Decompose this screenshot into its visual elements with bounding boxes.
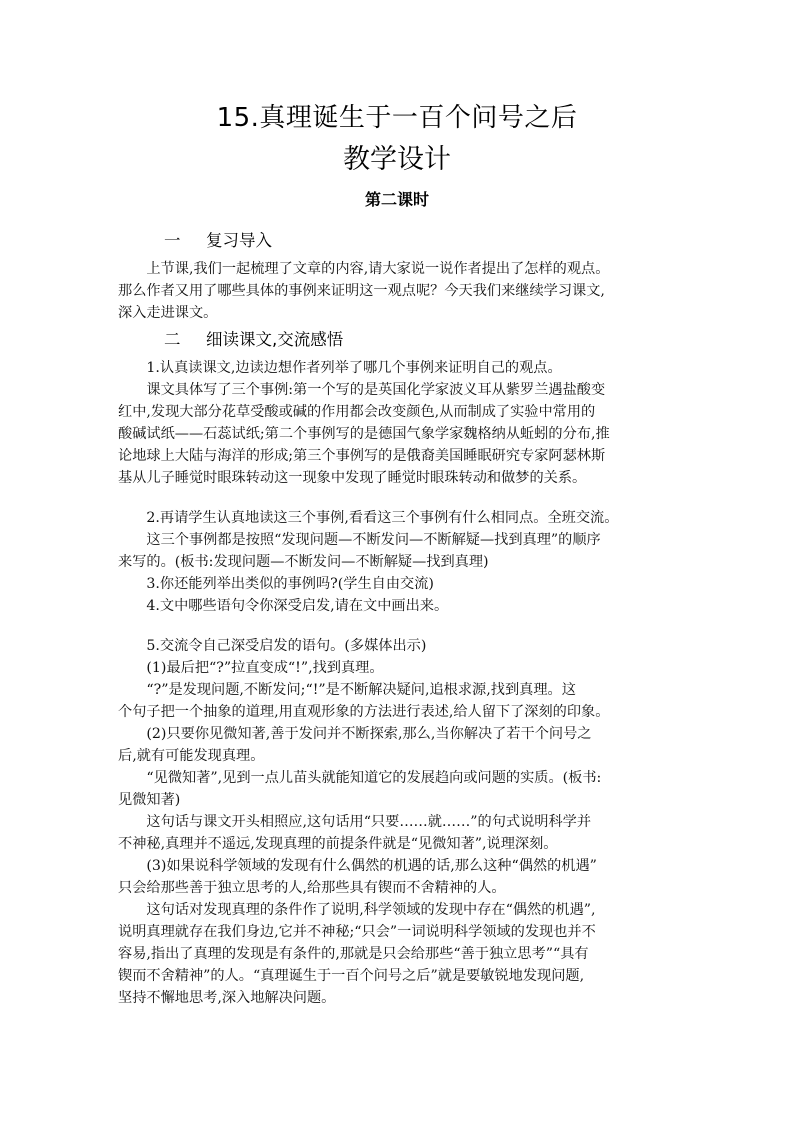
section-title: 复习导入	[206, 231, 272, 250]
paragraph-line: 说明真理就存在我们身边,它并不神秘;“只会”一词说明科学领域的发现也并不	[118, 924, 596, 940]
paragraph-line: 这三个事例都是按照“发现问题—不断发问—不断解疑—找到真理”的顺序	[118, 532, 601, 548]
document-subtitle: 教学设计	[343, 144, 451, 175]
paragraph-line: 1.认真读课文,边读边想作者列举了哪几个事例来证明自己的观点。	[118, 360, 562, 376]
paragraph-line: 见微知著)	[118, 792, 181, 808]
section-heading-2	[164, 329, 343, 351]
paragraph-line: 上节课,我们一起梳理了文章的内容,请大家说一说作者提出了怎样的观点。	[118, 261, 610, 277]
lesson-period: 第二课时	[364, 190, 429, 209]
paragraph-line: 这句话对发现真理的条件作了说明,科学领域的发现中存在“偶然的机遇”,	[118, 902, 596, 918]
section-heading-1	[164, 230, 272, 252]
paragraph-line: “见微知著”,见到一点儿苗头就能知道它的发展趋向或问题的实质。(板书:	[118, 770, 602, 786]
paragraph-line: 3.你还能列举出类似的事例吗?(学生自由交流)	[118, 576, 434, 592]
paragraph-line: 4.文中哪些语句令你深受启发,请在文中画出来。	[118, 598, 449, 614]
paragraph-line: 后,就有可能发现真理。	[118, 748, 265, 764]
paragraph-line: 容易,指出了真理的发现是有条件的,那就是只会给那些“善于独立思考”“具有	[118, 946, 589, 962]
paragraph-line: 只会给那些善于独立思考的人,给那些具有锲而不舍精神的人。	[118, 880, 506, 896]
paragraph-line: “?”是发现问题,不断发问;“!”是不断解决疑问,追根求源,找到真理。这	[118, 682, 576, 698]
paragraph-line: 个句子把一个抽象的道理,用直观形象的方法进行表述,给人留下了深刻的印象。	[118, 704, 610, 720]
paragraph-line: (1)最后把“?”拉直变成“!”,找到真理。	[118, 660, 384, 676]
paragraph-line: (3)如果说科学领域的发现有什么偶然的机遇的话,那么这种“偶然的机遇”	[118, 858, 597, 874]
paragraph-line: 坚持不懈地思考,深入地解决问题。	[118, 990, 336, 1006]
paragraph-line: 锲而不舍精神”的人。“真理诞生于一百个问号之后”就是要敏锐地发现问题,	[118, 968, 585, 984]
paragraph-line: 课文具体写了三个事例:第一个写的是英国化学家波义耳从紫罗兰遇盐酸变	[118, 382, 606, 398]
paragraph-line: 基从儿子睡觉时眼珠转动这一现象中发现了睡觉时眼珠转动和做梦的关系。	[118, 470, 587, 486]
paragraph-line: 红中,发现大部分花草受酸或碱的作用都会改变颜色,从而制成了实验中常用的	[118, 404, 596, 420]
paragraph-line: 来写的。(板书:发现问题—不断发问—不断解疑—找到真理)	[118, 554, 489, 570]
document-title: 15.真理诞生于一百个问号之后	[216, 103, 578, 133]
paragraph-line: 2.再请学生认真地读这三个事例,看看这三个事例有什么相同点。全班交流。	[118, 510, 619, 526]
paragraph-line: 这句话与课文开头相照应,这句话用“只要……就……”的句式说明科学并	[118, 814, 592, 830]
paragraph-line: 酸碱试纸——石蕊试纸;第二个事例写的是德国气象学家魏格纳从蚯蚓的分布,推	[118, 426, 610, 442]
section-number: 一	[164, 231, 181, 250]
paragraph-line: 不神秘,真理并不遥远,发现真理的前提条件就是“见微知著”,说理深刻。	[118, 836, 558, 852]
paragraph-line: (2)只要你见微知著,善于发问并不断探索,那么,当你解决了若干个问号之	[118, 726, 592, 742]
paragraph-line: 5.交流令自己深受启发的语句。(多媒体出示)	[118, 638, 427, 654]
paragraph-line: 深入走进课文。	[118, 305, 218, 321]
section-title: 细读课文,交流感悟	[206, 330, 344, 349]
paragraph-line: 论地球上大陆与海洋的形成;第三个事例写的是俄裔美国睡眠研究专家阿瑟林斯	[118, 448, 606, 464]
section-number: 二	[164, 330, 181, 349]
paragraph-line: 那么作者又用了哪些具体的事例来证明这一观点呢？今天我们来继续学习课文,	[118, 283, 605, 299]
